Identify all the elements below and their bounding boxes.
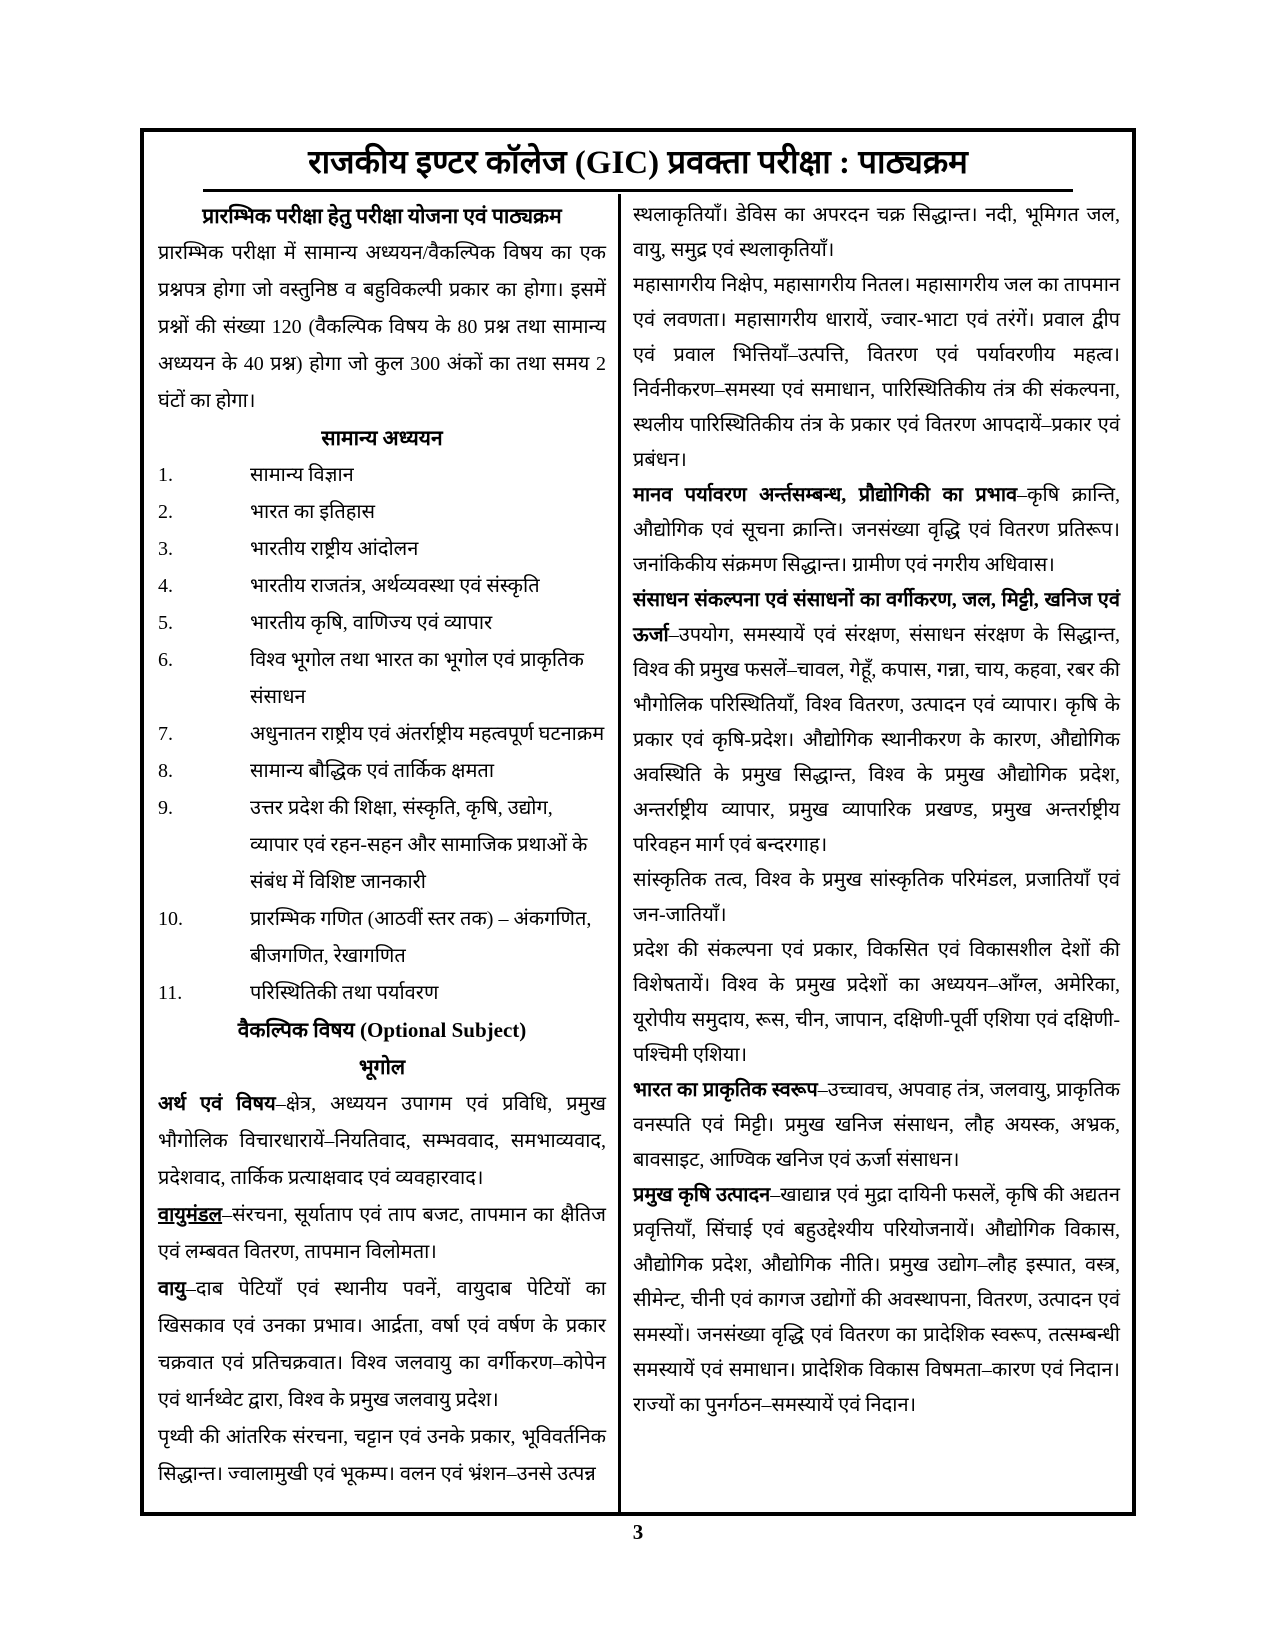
list-item-number: 2.: [158, 500, 173, 523]
intro-paragraph: प्रारम्भिक परीक्षा में सामान्य अध्ययन/वैकल्पिक विषय का एक प्रश्नपत्र होगा जो वस्तुनिष्ठ व बहुविकल्पी प्रकार का होगा। इसमें प्रश्नों की संख्या 120 (वैकल्पिक विषय के 80 प्रश्न तथा सामान्य अध्ययन के 40 प्रश्न) होगा जो कुल 300 अंकों का तथा समय 2 घंटों का होगा।: [158, 241, 606, 412]
list-item: [158, 568, 606, 605]
list-item: [158, 494, 606, 531]
list-item-number: 11.: [158, 981, 183, 1004]
paragraph-lead: वायुमंडल: [158, 1203, 223, 1226]
list-item-number: 6.: [158, 648, 173, 671]
syllabus-paragraph: [158, 1419, 606, 1493]
syllabus-paragraph: [633, 198, 1120, 268]
list-item-text: अधुनातन राष्ट्रीय एवं अंतर्राष्ट्रीय महत्वपूर्ण घटनाक्रम: [250, 722, 605, 745]
content-frame: [140, 128, 1136, 1516]
list-item-text: भारतीय कृषि, वाणिज्य एवं व्यापार: [250, 611, 493, 634]
paragraph-text: स्थलाकृतियाँ। डेविस का अपरदन चक्र सिद्धान्त। नदी, भूमिगत जल, वायु, समुद्र एवं स्थलाकृतियाँ।: [633, 203, 1120, 261]
title-underline: [203, 189, 1073, 192]
paragraph-lead: संसाधन संकल्पना एवं संसाधनों का वर्गीकरण, जल, मिट्टी, खनिज एवं ऊर्जा: [633, 588, 1120, 646]
list-item-text: विश्व भूगोल तथा भारत का भूगोल एवं प्राकृतिक संसाधन: [250, 648, 584, 708]
paragraph-text: पृथ्वी की आंतरिक संरचना, चट्टान एवं उनके प्रकार, भूविवर्तनिक सिद्धान्त। ज्वालामुखी एवं भूकम्प। वलन एवं भ्रंशन–उनसे उत्पन्न: [158, 1425, 606, 1485]
list-item: [158, 975, 606, 1012]
paragraph-text: प्रदेश की संकल्पना एवं प्रकार, विकसित एवं विकासशील देशों की विशेषतायें। विश्व के प्रमुख प्रदेशों का अध्ययन–आँग्ल, अमेरिका, यूरोपीय समुदाय, रूस, चीन, जापान, दक्षिणी-पूर्वी एशिया एवं दक्षिणी-पश्चिमी एशिया।: [633, 938, 1120, 1066]
paragraph-lead: अर्थ एवं विषय: [158, 1092, 276, 1115]
paragraph-text: –कृषि क्रान्ति, औद्योगिक एवं सूचना क्रान्ति। जनसंख्या वृद्धि एवं वितरण प्रतिरूप। जनांकिकीय संक्रमण सिद्धान्त। ग्रामीण एवं नगरीय अधिवास।: [633, 483, 1120, 576]
list-item-number: 9.: [158, 796, 173, 819]
section-heading-exam-plan: प्रारम्भिक परीक्षा हेतु परीक्षा योजना एवं पाठ्यक्रम: [202, 203, 562, 228]
list-item-text: प्रारम्भिक गणित (आठवीं स्तर तक) – अंकगणित, बीजगणित, रेखागणित: [250, 907, 592, 967]
list-item: [158, 457, 606, 494]
list-item-text: परिस्थितिकी तथा पर्यावरण: [250, 981, 439, 1004]
syllabus-paragraph: [633, 268, 1120, 478]
list-item-number: 4.: [158, 574, 173, 597]
list-item-text: सामान्य बौद्धिक एवं तार्किक क्षमता: [250, 759, 494, 782]
syllabus-paragraph: [158, 1197, 606, 1271]
section-heading-general-studies: सामान्य अध्ययन: [321, 425, 443, 450]
paragraph-text: –दाब पेटियाँ एवं स्थानीय पवनें, वायुदाब पेटियों का खिसकाव एवं उनका प्रभाव। आर्द्रता, वर्षा एवं वर्षण के प्रकार चक्रवात एवं प्रतिचक्रवात। विश्व जलवायु का वर्गीकरण–कोपेन एवं थार्नथ्वेट द्वारा, विश्व के प्रमुख जलवायु प्रदेश।: [158, 1277, 606, 1411]
syllabus-paragraph: [633, 1073, 1120, 1178]
list-item-text: सामान्य विज्ञान: [250, 463, 354, 486]
list-item: [158, 716, 606, 753]
list-item-number: 7.: [158, 722, 173, 745]
list-item-text: भारतीय राष्ट्रीय आंदोलन: [250, 537, 419, 560]
section-heading-geography: भूगोल: [358, 1054, 406, 1079]
list-item-number: 10.: [158, 907, 183, 930]
list-item-text: भारतीय राजतंत्र, अर्थव्यवस्था एवं संस्कृति: [250, 574, 540, 597]
syllabus-paragraph: [158, 1086, 606, 1197]
right-paragraphs: [633, 198, 1120, 1423]
right-column: [621, 194, 1132, 1512]
paragraph-text: –उच्चावच, अपवाह तंत्र, जलवायु, प्राकृतिक वनस्पति एवं मिट्टी। प्रमुख खनिज संसाधन, लौह अयस्क, अभ्रक, बावसाइट, आण्विक खनिज एवं ऊर्जा संसाधन।: [633, 1078, 1120, 1171]
section-heading-optional-subject: वैकल्पिक विषय (Optional Subject): [237, 1017, 527, 1042]
paragraph-text: महासागरीय निक्षेप, महासागरीय नितल। महासागरीय जल का तापमान एवं लवणता। महासागरीय धारायें, ज्वार-भाटा एवं तरंगें। प्रवाल द्वीप एवं प्रवाल भित्तियाँ–उत्पत्ति, वितरण एवं पर्यावरणीय महत्व। निर्वनीकरण–समस्या एवं समाधान, पारिस्थितिकीय तंत्र की संकल्पना, स्थलीय पारिस्थितिकीय तंत्र के प्रकार एवं वितरण आपदायें–प्रकार एवं प्रबंधन।: [633, 273, 1120, 471]
list-item-text: भारत का इतिहास: [250, 500, 376, 523]
list-item: [158, 901, 606, 975]
two-column-layout: [144, 194, 1132, 1512]
paragraph-text: –संरचना, सूर्याताप एवं ताप बजट, तापमान का क्षैतिज एवं लम्बवत वितरण, तापमान विलोमता।: [158, 1203, 606, 1263]
paragraph-text: –खाद्यान्न एवं मुद्रा दायिनी फसलें, कृषि की अद्यतन प्रवृत्तियाँ, सिंचाई एवं बहुउद्देश्यीय परियोजनायें। औद्योगिक विकास, औद्योगिक प्रदेश, औद्योगिक नीति। प्रमुख उद्योग–लौह इस्पात, वस्त्र, सीमेन्ट, चीनी एवं कागज उद्योगों की अवस्थापना, वितरण, उत्पादन एवं समस्यों। जनसंख्या वृद्धि एवं वितरण का प्रादेशिक स्वरूप, तत्सम्बन्धी समस्यायें एवं समाधान। प्रादेशिक विकास विषमता–कारण एवं निदान। राज्यों का पुनर्गठन–समस्यायें एवं निदान।: [633, 1183, 1120, 1416]
list-item-text: उत्तर प्रदेश की शिक्षा, संस्कृति, कृषि, उद्योग, व्यापार एवं रहन-सहन और सामाजिक प्रथाओं के संबंध में विशिष्ट जानकारी: [250, 796, 588, 893]
page-number: 3: [632, 1520, 644, 1544]
syllabus-paragraph: [633, 863, 1120, 933]
list-item-number: 1.: [158, 463, 173, 486]
syllabus-paragraph: [158, 1271, 606, 1419]
list-item: [158, 642, 606, 716]
syllabus-paragraph: [633, 478, 1120, 583]
left-column: [144, 194, 621, 1512]
paragraph-text: –उपयोग, समस्यायें एवं संरक्षण, संसाधन संरक्षण के सिद्धान्त, विश्व की प्रमुख फसलें–चावल, गेहूँ, कपास, गन्ना, चाय, कहवा, रबर की भौगोलिक परिस्थितियाँ, विश्व वितरण, उत्पादन एवं व्यापार। कृषि के प्रकार एवं कृषि-प्रदेश। औद्योगिक स्थानीकरण के कारण, औद्योगिक अवस्थिति के प्रमुख सिद्धान्त, विश्व के प्रमुख औद्योगिक प्रदेश, अन्तर्राष्ट्रीय व्यापार, प्रमुख व्यापारिक प्रखण्ड, प्रमुख अन्तर्राष्ट्रीय परिवहन मार्ग एवं बन्दरगाह।: [633, 623, 1120, 856]
syllabus-paragraph: [633, 933, 1120, 1073]
paragraph-lead: भारत का प्राकृतिक स्वरूप: [633, 1078, 818, 1101]
paragraph-text: –क्षेत्र, अध्ययन उपागम एवं प्रविधि, प्रमुख भौगोलिक विचारधारायें–नियतिवाद, सम्भववाद, समभाव्यवाद, प्रदेशवाद, तार्किक प्रत्याक्षवाद एवं व्यवहारवाद।: [158, 1092, 606, 1189]
list-item-number: 5.: [158, 611, 173, 634]
list-item: [158, 605, 606, 642]
list-item: [158, 790, 606, 901]
syllabus-paragraph: [633, 583, 1120, 863]
page-title: राजकीय इण्टर कॉलेज (GIC) प्रवक्ता परीक्षा : पाठ्यक्रम: [308, 145, 968, 181]
list-item-number: 8.: [158, 759, 173, 782]
paragraph-lead: प्रमुख कृषि उत्पादन: [633, 1183, 771, 1206]
left-paragraphs: [158, 1086, 606, 1493]
paragraph-lead: मानव पर्यावरण अर्न्तसम्बन्ध, प्रौद्योगिकी का प्रभाव: [633, 483, 1018, 506]
list-item: [158, 531, 606, 568]
general-studies-list: [158, 457, 606, 1012]
syllabus-paragraph: [633, 1178, 1120, 1423]
list-item-number: 3.: [158, 537, 173, 560]
paragraph-text: सांस्कृतिक तत्व, विश्व के प्रमुख सांस्कृतिक परिमंडल, प्रजातियाँ एवं जन-जातियाँ।: [633, 868, 1120, 926]
paragraph-lead: वायु: [158, 1277, 186, 1300]
list-item: [158, 753, 606, 790]
